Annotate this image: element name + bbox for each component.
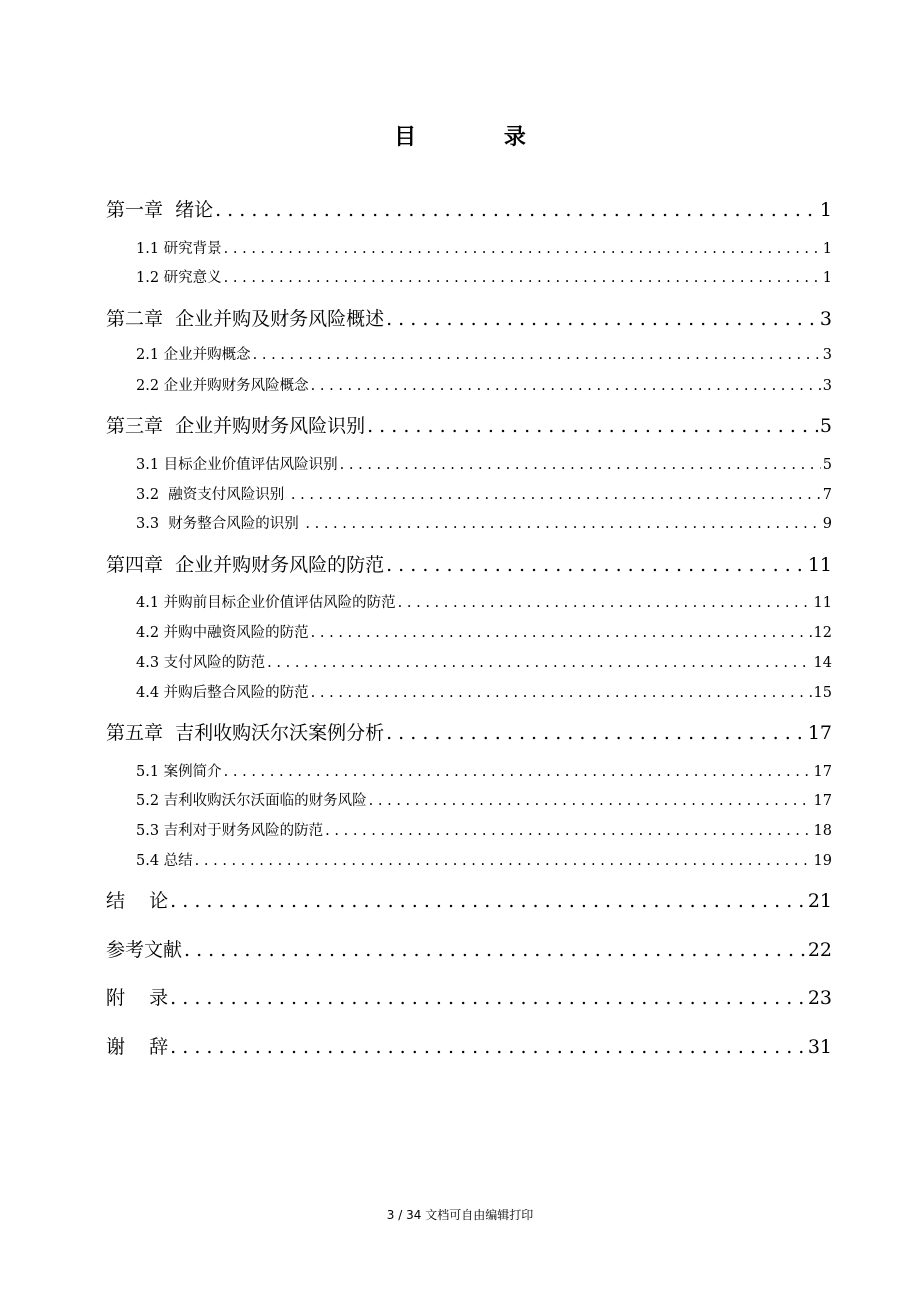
toc-section-3-1[interactable] (136, 454, 832, 476)
toc-page-number: 15 (813, 685, 832, 701)
toc-leader-dots (386, 551, 806, 579)
toc-entry-label: 4.4 并购后整合风险的防范 (136, 685, 309, 701)
toc-page-number: 7 (822, 487, 832, 503)
toc-entry-label: 结 论 (106, 890, 169, 912)
toc-entry-label: 2.2 企业并购财务风险概念 (136, 378, 309, 394)
toc-page-number: 9 (822, 516, 832, 532)
toc-leader-dots (398, 592, 812, 614)
toc-leader-dots (311, 682, 812, 704)
toc-leader-dots (291, 484, 821, 506)
toc-leader-dots (367, 412, 818, 440)
toc-page-number: 22 (807, 939, 832, 961)
toc-page-number: 17 (813, 764, 832, 780)
toc-entry-label: 2.1 企业并购概念 (136, 347, 251, 363)
toc-page-number: 11 (807, 554, 832, 576)
toc-entry-label: 参考文献 (106, 939, 183, 961)
toc-section-3-2[interactable] (136, 484, 832, 506)
toc-entry-label: 3.1 目标企业价值评估风险识别 (136, 457, 338, 473)
toc-chapter-2[interactable] (106, 305, 832, 333)
toc-page-number: 5 (822, 457, 832, 473)
toc-page-number: 1 (822, 270, 832, 286)
toc-section-4-2[interactable] (136, 622, 832, 644)
toc-entry-label: 5.4 总结 (136, 853, 193, 869)
toc-page-number: 11 (813, 595, 832, 611)
toc-entry-label: 第一章 绪论 (106, 199, 214, 221)
toc-leader-dots (386, 719, 806, 747)
toc-leader-dots (170, 887, 806, 915)
toc-entry-label: 谢 辞 (106, 1036, 169, 1058)
toc-conclusion[interactable] (106, 887, 832, 915)
toc-section-1-2[interactable] (136, 267, 832, 289)
toc-appendix[interactable] (106, 984, 832, 1012)
toc-entry-label: 附 录 (106, 987, 169, 1009)
toc-section-1-1[interactable] (136, 238, 832, 260)
toc-page-number: 3 (819, 308, 832, 330)
toc-leader-dots (340, 454, 821, 476)
toc-entry-label: 5.3 吉利对于财务风险的防范 (136, 823, 324, 839)
toc-page-number: 21 (807, 890, 832, 912)
toc-page-number: 31 (807, 1036, 832, 1058)
toc-page-number: 17 (813, 793, 832, 809)
toc-page-number: 1 (819, 199, 832, 221)
toc-entry-label: 5.1 案例简介 (136, 764, 222, 780)
toc-page-number: 3 (822, 347, 832, 363)
toc-page-number: 19 (813, 853, 832, 869)
toc-page-number: 23 (807, 987, 832, 1009)
toc-section-4-4[interactable] (136, 682, 832, 704)
toc-leader-dots (170, 1033, 806, 1061)
toc-leader-dots (170, 984, 806, 1012)
toc-chapter-1[interactable] (106, 196, 832, 224)
toc-leader-dots (267, 652, 811, 674)
toc-page-number: 17 (807, 722, 832, 744)
toc-section-2-1[interactable] (136, 344, 832, 366)
toc-page-number: 12 (813, 625, 832, 641)
toc-entry-label: 3.2 融资支付风险识别 (136, 487, 289, 503)
toc-page-number: 3 (822, 378, 832, 394)
page-footer: 3 / 34 文档可自由编辑打印 (386, 1208, 534, 1222)
toc-entry-label: 3.3 财务整合风险的识别 (136, 516, 304, 532)
toc-page-number: 14 (813, 655, 832, 671)
toc-section-4-3[interactable] (136, 652, 832, 674)
toc-leader-dots (224, 238, 821, 260)
toc-leader-dots (224, 761, 812, 783)
toc-chapter-4[interactable] (106, 551, 832, 579)
toc-leader-dots (369, 790, 812, 812)
toc-entry-label: 5.2 吉利收购沃尔沃面临的财务风险 (136, 793, 367, 809)
toc-entry-label: 1.2 研究意义 (136, 270, 222, 286)
toc-leader-dots (311, 375, 821, 397)
toc-entry-label: 第四章 企业并购财务风险的防范 (106, 554, 385, 576)
toc-leader-dots (305, 513, 820, 535)
toc-page-number: 18 (813, 823, 832, 839)
toc-chapter-5[interactable] (106, 719, 832, 747)
toc-title: 目 录 (394, 125, 566, 150)
toc-entry-label: 4.3 支付风险的防范 (136, 655, 266, 671)
toc-references[interactable] (106, 936, 832, 964)
toc-leader-dots (311, 622, 812, 644)
toc-acknowledgements[interactable] (106, 1033, 832, 1061)
toc-leader-dots (224, 267, 821, 289)
toc-section-4-1[interactable] (136, 592, 832, 614)
toc-leader-dots (253, 344, 821, 366)
toc-chapter-3[interactable] (106, 412, 832, 440)
toc-entry-label: 第五章 吉利收购沃尔沃案例分析 (106, 722, 385, 744)
toc-entry-label: 1.1 研究背景 (136, 241, 222, 257)
toc-section-3-3[interactable] (136, 513, 832, 535)
toc-leader-dots (195, 850, 812, 872)
toc-leader-dots (215, 196, 818, 224)
toc-section-5-4[interactable] (136, 850, 832, 872)
toc-entry-label: 4.2 并购中融资风险的防范 (136, 625, 309, 641)
toc-leader-dots (325, 820, 811, 842)
toc-section-5-1[interactable] (136, 761, 832, 783)
toc-entry-label: 第二章 企业并购及财务风险概述 (106, 308, 385, 330)
toc-leader-dots (386, 305, 818, 333)
toc-leader-dots (184, 936, 806, 964)
toc-section-2-2[interactable] (136, 375, 832, 397)
toc-section-5-3[interactable] (136, 820, 832, 842)
toc-page-number: 1 (822, 241, 832, 257)
toc-page-number: 5 (819, 415, 832, 437)
toc-section-5-2[interactable] (136, 790, 832, 812)
toc-entry-label: 第三章 企业并购财务风险识别 (106, 415, 366, 437)
toc-entry-label: 4.1 并购前目标企业价值评估风险的防范 (136, 595, 396, 611)
